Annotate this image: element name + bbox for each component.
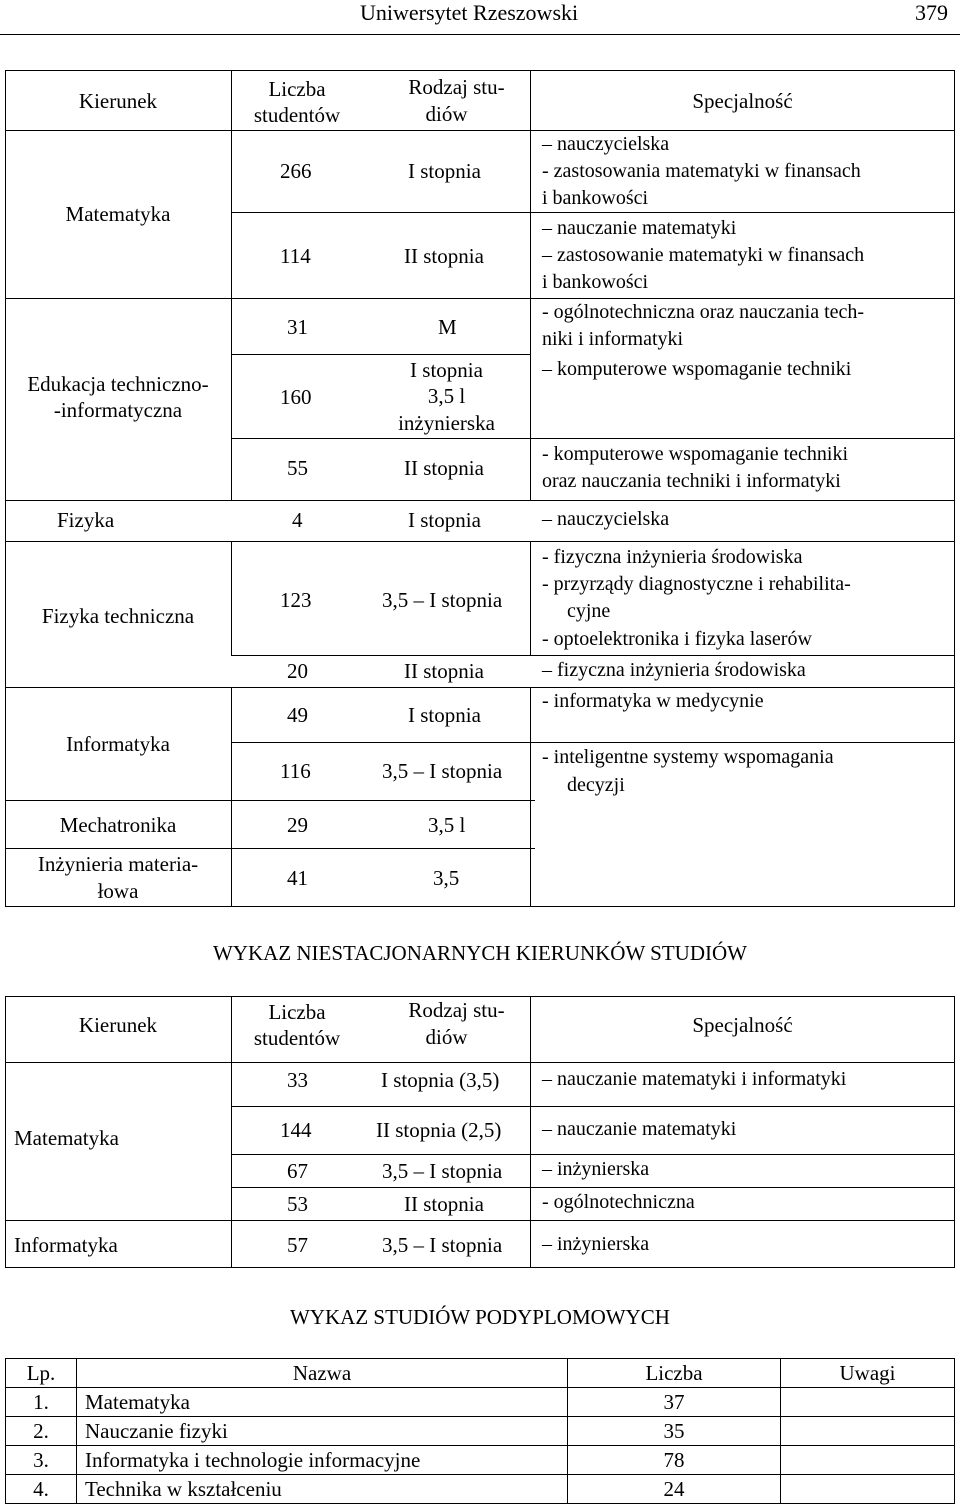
cell-rodzaj: I stopnia [408,508,481,532]
table-row [6,1388,955,1417]
table-header-row [6,1359,955,1388]
cell-nazwa: Technika w kształceniu [77,1475,568,1504]
cell-liczba: 160 [280,385,312,409]
cell-spec: - inteligentne systemy wspomagania [542,746,834,768]
cell-liczba: 49 [287,703,308,727]
header-title: Uniwersytet Rzeszowski [360,0,579,25]
kierunek-matematyka: Matematyka [65,202,171,226]
cell-spec: oraz nauczania techniki i informatyki [542,470,841,492]
cell-rodzaj: M [438,315,457,339]
kierunek-edukacja: Edukacja techniczno- [27,372,209,396]
cell-rodzaj: 3,5 [433,866,460,890]
cell-spec: i bankowości [542,271,649,293]
cell-liczba: 29 [287,813,308,837]
kierunek-inzynieria-materialowa: łowa [97,879,139,903]
cell-spec: cyjne [567,600,611,622]
cell-liczba: 35 [568,1417,781,1446]
cell-spec: – nauczanie matematyki [542,217,737,239]
page-number: 379 [915,0,948,25]
cell-liczba: 24 [568,1475,781,1504]
kierunek-informatyka: Informatyka [66,732,170,756]
cell-liczba: 57 [287,1233,308,1257]
cell-liczba: 20 [287,659,308,683]
cell-lp: 3. [6,1446,77,1475]
col-header-rodzaj-1: Rodzaj stu- [408,998,505,1022]
cell-liczba: 116 [280,759,311,783]
cell-nazwa: Informatyka i technologie informacyjne [77,1446,568,1475]
kierunek-inzynieria-materialowa: Inżynieria materia- [37,852,199,876]
cell-liczba: 114 [280,244,311,268]
cell-liczba: 4 [292,508,303,532]
cell-rodzaj: I stopnia [408,703,481,727]
cell-lp: 1. [6,1388,77,1417]
cell-spec: - zastosowania matematyki w finansach [542,160,861,182]
page-header [0,0,960,35]
cell-liczba: 55 [287,456,308,480]
cell-liczba: 67 [287,1159,308,1183]
cell-spec: - optoelektronika i fizyka laserów [542,628,812,650]
table-row [6,1475,955,1504]
cell-spec: – komputerowe wspomaganie techniki [542,358,852,380]
cell-spec: - komputerowe wspomaganie techniki [542,443,849,465]
cell-liczba: 123 [280,588,312,612]
col-header-lp: Lp. [6,1359,77,1388]
cell-nazwa: Nauczanie fizyki [77,1417,568,1446]
cell-spec: - przyrządy diagnostyczne i rehabilita- [542,573,851,595]
cell-rodzaj: II stopnia [404,1192,484,1216]
cell-rodzaj: 3,5 – I stopnia [382,1159,503,1183]
cell-spec: - fizyczna inżynieria środowiska [542,546,803,568]
table-row [6,1446,955,1475]
cell-spec: – nauczanie matematyki i informatyki [542,1068,847,1090]
cell-rodzaj: II stopnia (2,5) [376,1118,502,1142]
cell-rodzaj: II stopnia [404,659,484,683]
cell-spec: – nauczanie matematyki [542,1118,737,1140]
col-header-kierunek: Kierunek [78,89,158,113]
cell-spec: – fizyczna inżynieria środowiska [542,659,806,681]
col-header-nazwa: Nazwa [77,1359,568,1388]
col-header-specjalnosc: Specjalność [692,1013,793,1037]
cell-uwagi [781,1388,955,1417]
col-header-rodzaj-2: diów [425,102,468,126]
cell-rodzaj: I stopnia [410,358,483,382]
col-header-liczba: Liczba [568,1359,781,1388]
cell-rodzaj: I stopnia (3,5) [381,1068,500,1092]
cell-uwagi [781,1417,955,1446]
cell-liczba: 144 [280,1118,312,1142]
kierunek-mechatronika: Mechatronika [59,813,177,837]
cell-liczba: 37 [568,1388,781,1417]
table-podyplomowe [5,1358,955,1504]
cell-spec: – nauczycielska [542,133,670,155]
kierunek-fizyka-techniczna: Fizyka techniczna [41,604,195,628]
cell-rodzaj: 3,5 l [428,813,466,837]
col-header-liczba: Liczba studentów [253,1000,341,1050]
cell-spec: – inżynierska [542,1233,650,1255]
col-header-uwagi: Uwagi [781,1359,955,1388]
cell-spec: niki i informatyki [542,328,684,350]
cell-liczba: 41 [287,866,308,890]
table-row [6,1417,955,1446]
cell-rodzaj: I stopnia [408,159,481,183]
cell-liczba: 266 [280,159,312,183]
cell-lp: 4. [6,1475,77,1504]
cell-liczba: 33 [287,1068,308,1092]
cell-spec: – nauczycielska [542,508,670,530]
cell-uwagi [781,1446,955,1475]
cell-rodzaj: 3,5 – I stopnia [382,1233,503,1257]
col-header-kierunek: Kierunek [78,1013,158,1037]
col-header-specjalnosc: Specjalność [692,89,793,113]
kierunek-informatyka: Informatyka [14,1233,118,1257]
col-header-liczba: Liczba studentów [253,77,341,127]
cell-uwagi [781,1475,955,1504]
cell-rodzaj: II stopnia [404,456,484,480]
cell-rodzaj: inżynierska [398,411,495,435]
cell-rodzaj: 3,5 – I stopnia [382,588,503,612]
cell-spec: - ogólnotechniczna [542,1191,695,1213]
cell-spec: decyzji [567,774,625,796]
cell-spec: – zastosowanie matematyki w finansach [542,244,865,266]
col-header-rodzaj-2: diów [425,1025,468,1049]
cell-lp: 2. [6,1417,77,1446]
cell-rodzaj: II stopnia [404,244,484,268]
cell-liczba: 31 [287,315,308,339]
kierunek-matematyka: Matematyka [14,1126,119,1150]
section-title-podyplomowe: WYKAZ STUDIÓW PODYPLOMOWYCH [290,1305,670,1329]
cell-spec: – inżynierska [542,1158,650,1180]
cell-liczba: 53 [287,1192,308,1216]
cell-nazwa: Matematyka [77,1388,568,1417]
col-header-rodzaj-1: Rodzaj stu- [408,75,505,99]
cell-rodzaj: 3,5 l [427,384,466,408]
cell-spec: - ogólnotechniczna oraz nauczania tech- [542,301,865,323]
cell-spec: i bankowości [542,187,649,209]
section-title-niestacjonarne: WYKAZ NIESTACJONARNYCH KIERUNKÓW STUDIÓW [213,941,747,965]
cell-liczba: 78 [568,1446,781,1475]
cell-rodzaj: 3,5 – I stopnia [382,759,503,783]
kierunek-edukacja: -informatyczna [53,398,183,422]
cell-spec: - informatyka w medycynie [542,690,764,712]
kierunek-fizyka: Fizyka [57,508,115,532]
